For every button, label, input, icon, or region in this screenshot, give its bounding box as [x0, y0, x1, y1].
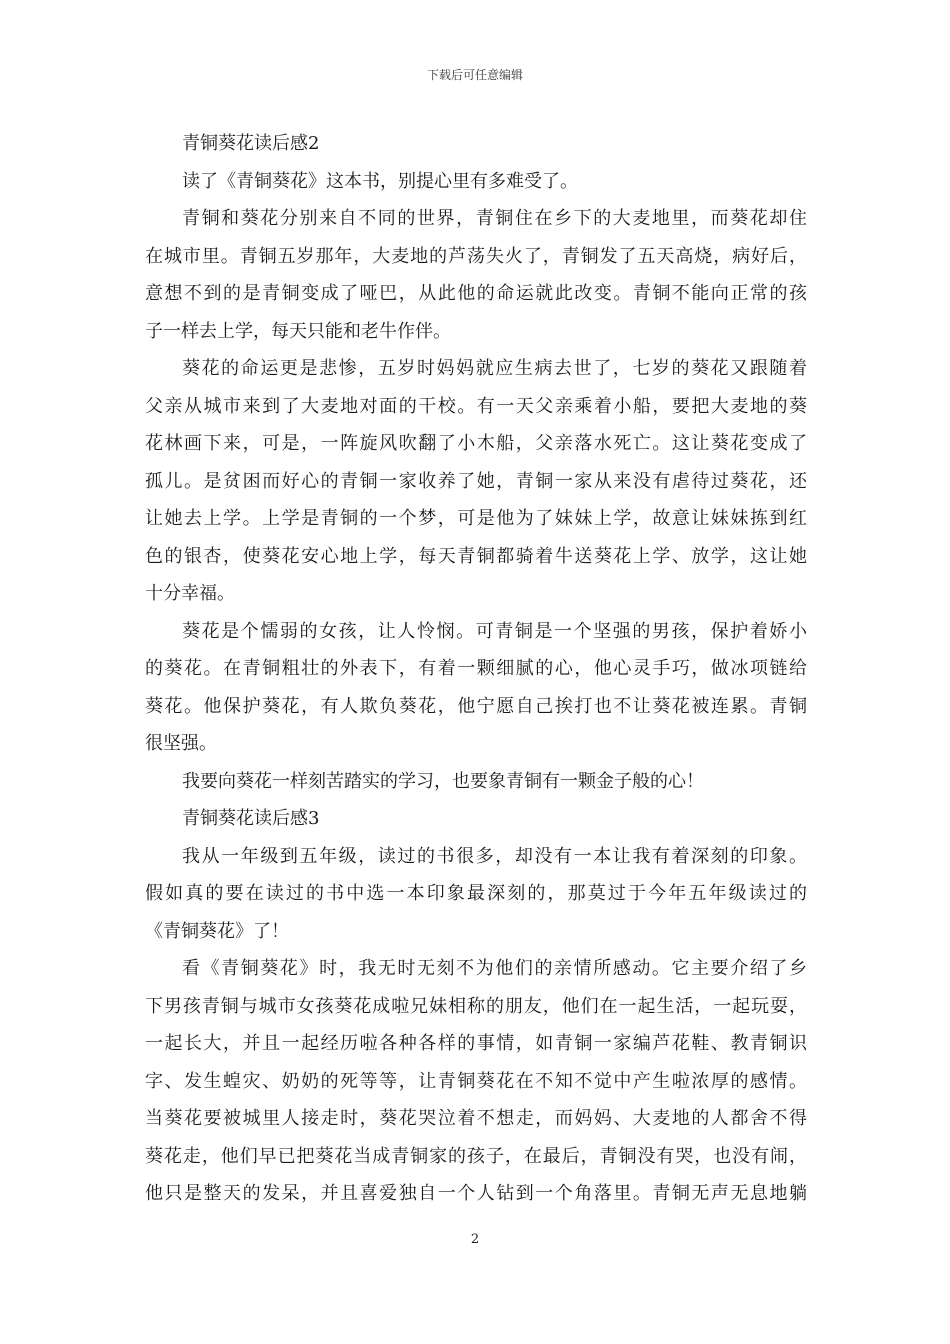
text-line: 葵花。他保护葵花，有人欺负葵花，他宁愿自己挨打也不让葵花被连累。青铜: [145, 695, 807, 717]
text-line: 看《青铜葵花》时，我无时无刻不为他们的亲情所感动。它主要介绍了乡: [182, 958, 807, 979]
text-line: 在城市里。青铜五岁那年，大麦地的芦荡失火了，青铜发了五天高烧，病好后，: [145, 245, 807, 267]
text-line: 的葵花。在青铜粗壮的外表下，有着一颗细腻的心，他心灵手巧，做冰项链给: [145, 658, 807, 679]
text-line: 花林画下来，可是，一阵旋风吹翻了小木船，父亲落水死亡。这让葵花变成了: [145, 433, 807, 454]
page-header: 下载后可任意编辑: [426, 68, 523, 82]
text-line: 子一样去上学，每天只能和老牛作伴。: [145, 320, 451, 342]
text-line: 《青铜葵花》了！: [145, 920, 289, 942]
text-line: 青铜葵花读后感3: [182, 808, 320, 829]
text-line: 假如真的要在读过的书中选一本印象最深刻的，那莫过于今年五年级读过的: [145, 883, 807, 904]
text-line: 孤儿。是贫困而好心的青铜一家收养了她，青铜一家从来没有虐待过葵花，还: [145, 470, 807, 492]
text-line: 青铜葵花读后感2: [182, 133, 320, 154]
text-line: 色的银杏，使葵花安心地上学，每天青铜都骑着牛送葵花上学、放学，这让她: [145, 545, 807, 567]
text-line: 字、发生蝗灾、奶奶的死等等，让青铜葵花在不知不觉中产生啦浓厚的感情。: [145, 1070, 807, 1092]
text-line: 青铜和葵花分别来自不同的世界，青铜住在乡下的大麦地里，而葵花却住: [182, 208, 807, 229]
text-line: 他只是整天的发呆，并且喜爱独自一个人钻到一个角落里。青铜无声无息地躺: [145, 1183, 807, 1204]
text-line: 葵花走，他们早已把葵花当成青铜家的孩子，在最后，青铜没有哭，也没有闹，: [145, 1145, 807, 1167]
text-line: 我要向葵花一样刻苦踏实的学习，也要象青铜有一颗金子般的心！: [182, 770, 704, 792]
text-line: 下男孩青铜与城市女孩葵花成啦兄妹相称的朋友，他们在一起生活，一起玩耍，: [145, 995, 807, 1017]
text-line: 当葵花要被城里人接走时，葵花哭泣着不想走，而妈妈、大麦地的人都舍不得: [145, 1108, 807, 1129]
document-body: [145, 125, 807, 1213]
text-line: 葵花是个懦弱的女孩，让人怜悯。可青铜是一个坚强的男孩，保护着娇小: [182, 620, 807, 642]
text-line: 读了《青铜葵花》这本书，别提心里有多难受了。: [182, 170, 578, 192]
text-line: 葵花的命运更是悲惨，五岁时妈妈就应生病去世了，七岁的葵花又跟随着: [182, 358, 807, 379]
text-line: 父亲从城市来到了大麦地对面的干校。有一天父亲乘着小船，要把大麦地的葵: [145, 395, 807, 417]
text-line: 意想不到的是青铜变成了哑巴，从此他的命运就此改变。青铜不能向正常的孩: [145, 283, 807, 304]
text-line: 十分幸福。: [145, 583, 235, 604]
text-line: 很坚强。: [145, 733, 217, 754]
text-line: 我从一年级到五年级，读过的书很多，却没有一本让我有着深刻的印象。: [182, 845, 807, 867]
text-line: 让她去上学。上学是青铜的一个梦，可是他为了妹妹上学，故意让妹妹拣到红: [145, 508, 807, 529]
text-line: 一起长大，并且一起经历啦各种各样的事情，如青铜一家编芦花鞋、教青铜识: [145, 1033, 807, 1054]
page-number: 2: [470, 1232, 480, 1247]
